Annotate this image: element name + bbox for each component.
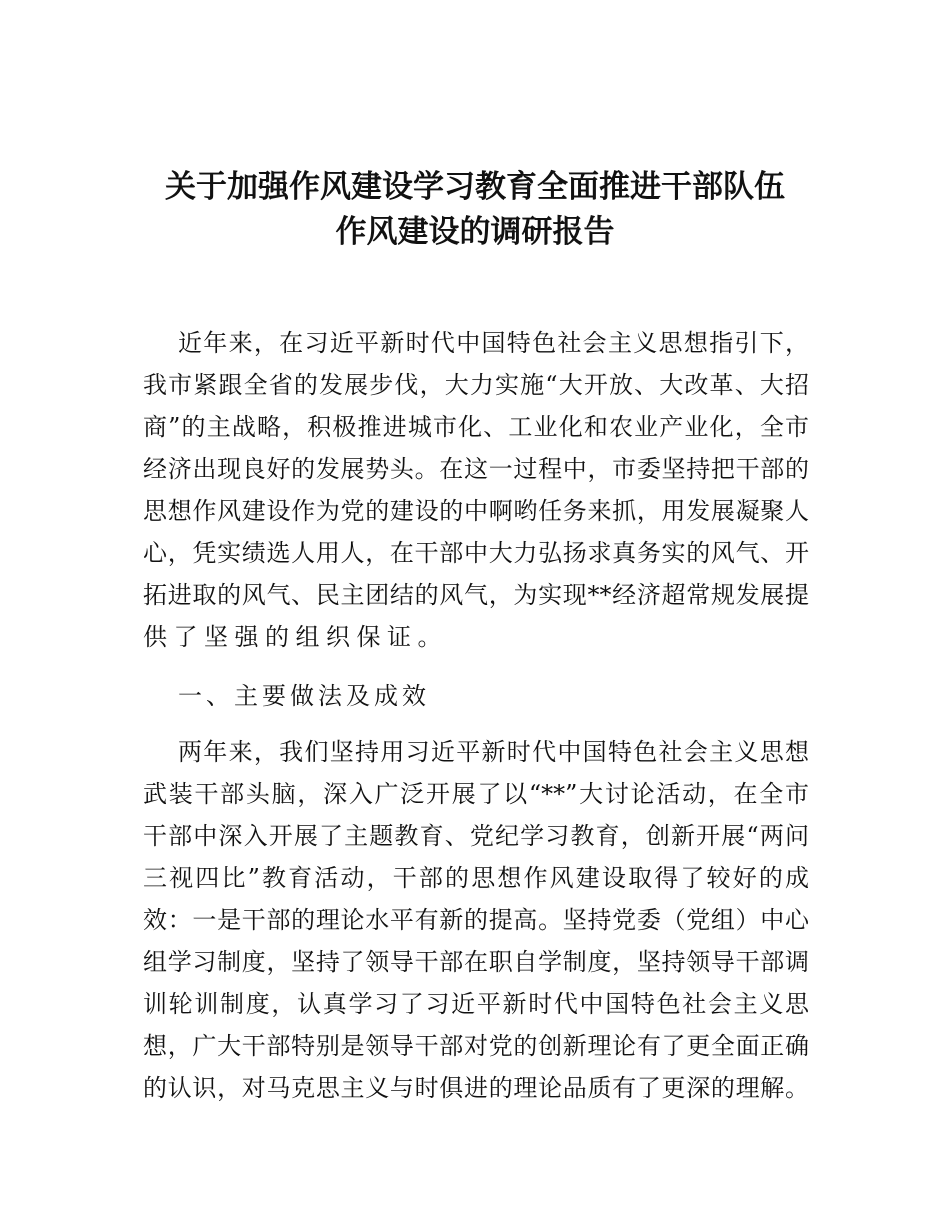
text-line: 效：一是干部的理论水平有新的提高。坚持党委（党组）中心 (143, 906, 809, 934)
text-line: 的认识，对马克思主义与时俱进的理论品质有了更深的理解。 (143, 1074, 809, 1102)
text-line: 拓进取的风气、民主团结的风气，为实现**经济超常规发展提 (143, 581, 809, 609)
text-line: 思想作风建设作为党的建设的中啊哟任务来抓，用发展凝聚人 (143, 497, 809, 525)
title-line: 关于加强作风建设学习教育全面推进干部队伍 (165, 169, 785, 205)
section-heading: 一、主要做法及成效 (178, 682, 430, 710)
text-line: 我市紧跟全省的发展步伐，大力实施“大开放、大改革、大招 (143, 371, 809, 399)
text-line: 干部中深入开展了主题教育、党纪学习教育，创新开展“两问 (143, 822, 809, 850)
text-line: 心，凭实绩选人用人，在干部中大力弘扬求真务实的风气、开 (143, 539, 809, 567)
text-line: 三视四比”教育活动，干部的思想作风建设取得了较好的成 (143, 864, 809, 892)
text-line: 训轮训制度，认真学习了习近平新时代中国特色社会主义思 (143, 990, 809, 1018)
text-line: 商”的主战略，积极推进城市化、工业化和农业产业化，全市 (143, 413, 809, 441)
text-line: 组学习制度，坚持了领导干部在职自学制度，坚持领导干部调 (143, 948, 809, 976)
title-line: 作风建设的调研报告 (335, 214, 615, 250)
text-line: 供了坚强的组织保证。 (143, 623, 448, 651)
text-line: 经济出现良好的发展势头。在这一过程中，市委坚持把干部的 (143, 455, 809, 483)
text-line: 武装干部头脑，深入广泛开展了以“**”大讨论活动，在全市 (143, 780, 809, 808)
text-line: 近年来，在习近平新时代中国特色社会主义思想指引下， (178, 329, 809, 357)
text-line: 两年来，我们坚持用习近平新时代中国特色社会主义思想 (178, 738, 809, 766)
text-line: 想，广大干部特别是领导干部对党的创新理论有了更全面正确 (143, 1032, 809, 1060)
